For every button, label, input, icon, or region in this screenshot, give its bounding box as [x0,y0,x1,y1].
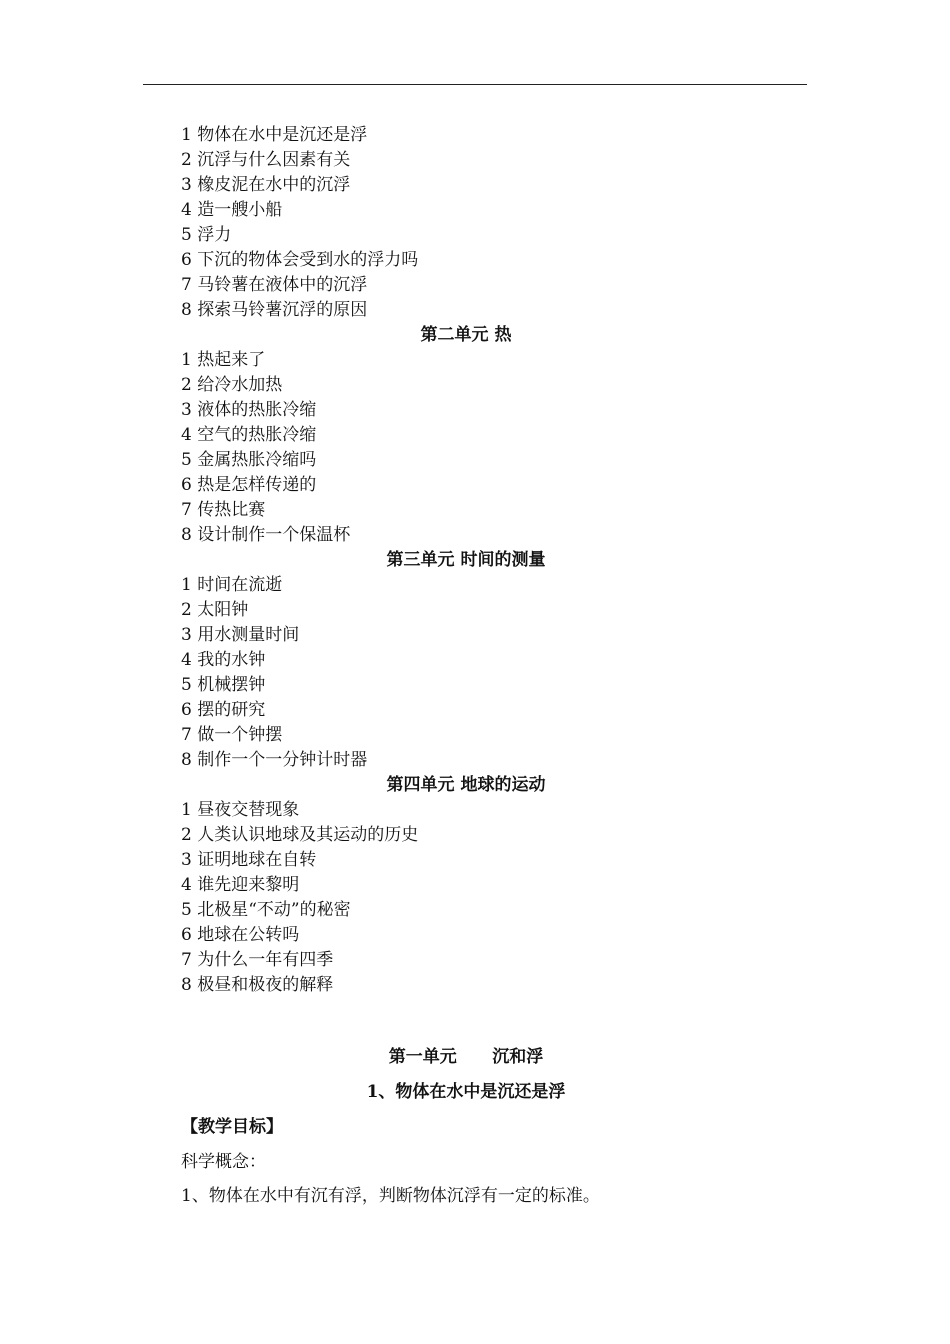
toc-item: 1 物体在水中是沉还是浮 [181,125,368,145]
toc-item: 7 传热比赛 [181,500,266,520]
toc-item: 3 液体的热胀冷缩 [181,400,317,420]
toc-item: 8 极昼和极夜的解释 [181,975,334,995]
toc-item: 6 下沉的物体会受到水的浮力吗 [181,250,419,270]
toc-item: 7 马铃薯在液体中的沉浮 [181,275,368,295]
toc-item: 2 太阳钟 [181,600,249,620]
toc-item: 3 证明地球在自转 [181,850,317,870]
toc-item: 8 探索马铃薯沉浮的原因 [181,300,368,320]
toc-item: 3 橡皮泥在水中的沉浮 [181,175,351,195]
toc-item: 5 浮力 [181,225,232,245]
toc-item: 3 用水测量时间 [181,625,300,645]
toc-item: 2 人类认识地球及其运动的历史 [181,825,419,845]
toc-item: 1 时间在流逝 [181,575,283,595]
toc-item: 2 沉浮与什么因素有关 [181,150,351,170]
unit2-heading: 第二单元 热 [420,325,512,345]
toc-item: 1 热起来了 [181,350,266,370]
unit3-heading: 第三单元 时间的测量 [386,550,546,570]
toc-item: 5 机械摆钟 [181,675,266,695]
teaching-goals-heading: 【教学目标】 [181,1117,283,1137]
toc-item: 6 地球在公转吗 [181,925,300,945]
header-rule [143,84,807,85]
toc-item: 2 给冷水加热 [181,375,283,395]
unit4-heading: 第四单元 地球的运动 [386,775,546,795]
toc-item: 4 谁先迎来黎明 [181,875,300,895]
toc-item: 4 我的水钟 [181,650,266,670]
lesson-title: 1、物体在水中是沉还是浮 [366,1082,566,1102]
lesson-unit-title: 第一单元 沉和浮 [388,1047,544,1067]
toc-item: 7 做一个钟摆 [181,725,283,745]
toc-item: 4 造一艘小船 [181,200,283,220]
table-of-contents [181,123,781,998]
science-concept-item: 1、物体在水中有沉有浮，判断物体沉浮有一定的标准。 [181,1186,600,1206]
toc-item: 8 制作一个一分钟计时器 [181,750,368,770]
toc-item: 4 空气的热胀冷缩 [181,425,317,445]
toc-item: 5 北极星“不动”的秘密 [181,900,351,920]
toc-item: 1 昼夜交替现象 [181,800,300,820]
toc-item: 7 为什么一年有四季 [181,950,334,970]
toc-item: 8 设计制作一个保温杯 [181,525,351,545]
science-concept-label: 科学概念： [181,1152,266,1172]
toc-item: 5 金属热胀冷缩吗 [181,450,317,470]
toc-item: 6 热是怎样传递的 [181,475,317,495]
toc-item: 6 摆的研究 [181,700,266,720]
